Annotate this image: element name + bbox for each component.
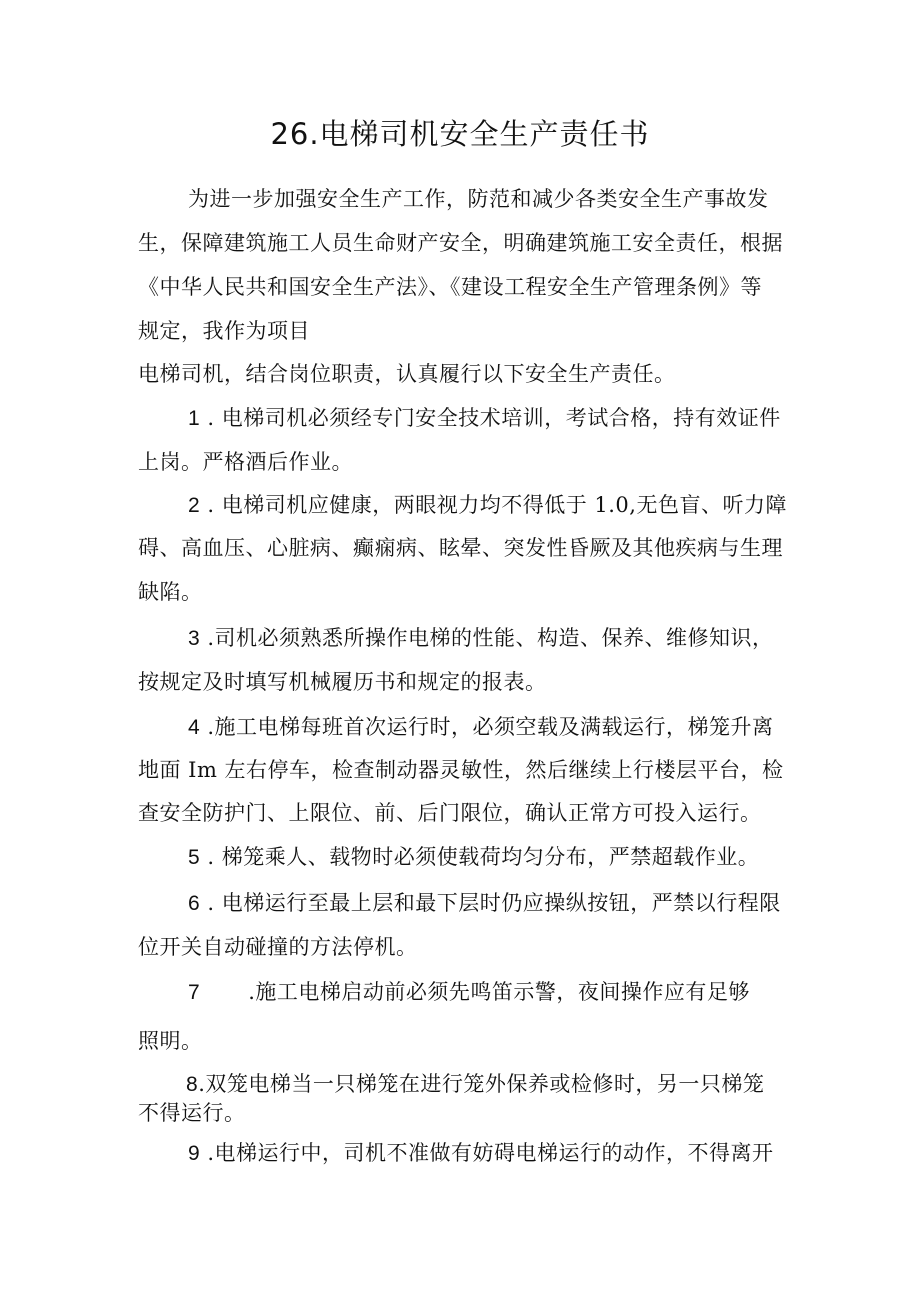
- list-item-first-line: [188, 713, 774, 742]
- list-item-line: 缺陷。: [138, 580, 203, 604]
- intro-line: 规定，我作为项目: [138, 319, 310, 343]
- item-text: . 电梯司机应健康，两眼视力均不得低于 1.0,无色盲、听力障: [207, 493, 787, 517]
- item-number: 4: [188, 716, 201, 739]
- list-item-first-line: [188, 978, 750, 1007]
- list-item-first-line: [188, 1139, 774, 1168]
- item-text: . 电梯司机必须经专门安全技术培训，考试合格，持有效证件: [207, 406, 781, 430]
- list-item-first-line: [188, 624, 774, 653]
- list-item-line: 碍、高血压、心脏病、癫痫病、眩晕、突发性昏厥及其他疾病与生理: [138, 536, 783, 560]
- list-item-line: 地面 Im 左右停车，检查制动器灵敏性，然后继续上行楼层平台，检: [138, 758, 784, 782]
- list-item-first-line: [188, 491, 787, 520]
- item-number: 2: [188, 494, 201, 517]
- list-item-first-line: [188, 843, 759, 872]
- item-text: .双笼电梯当一只梯笼在进行笼外保养或检修时，另一只梯笼: [198, 1072, 765, 1096]
- item-number: 6: [188, 892, 201, 915]
- item-number: 9: [188, 1142, 201, 1165]
- item-number: 8: [186, 1073, 199, 1096]
- intro-line: 《中华人民共和国安全生产法》、《建设工程安全生产管理条例》等: [138, 275, 762, 299]
- item-number: 3: [188, 627, 201, 650]
- item-text: . 梯笼乘人、载物时必须使载荷均匀分布，严禁超载作业。: [207, 845, 760, 869]
- list-item-line: 不得运行。: [138, 1101, 246, 1125]
- list-item-first-line: [186, 1070, 764, 1099]
- list-item-line: 照明。: [138, 1029, 203, 1053]
- list-item-line: 按规定及时填写机械履历书和规定的报表。: [138, 670, 547, 694]
- list-item-line: 查安全防护门、上限位、前、后门限位，确认正常方可投入运行。: [138, 801, 762, 825]
- item-text: .施工电梯每班首次运行时，必须空载及满载运行，梯笼升离: [207, 715, 774, 739]
- item-number: 7: [188, 981, 201, 1004]
- item-number: 1: [188, 407, 201, 430]
- document-title: 26.电梯司机安全生产责任书: [270, 117, 650, 151]
- intro-line: 生，保障建筑施工人员生命财产安全，明确建筑施工安全责任，根据: [138, 231, 783, 255]
- item-text: .电梯运行中，司机不准做有妨碍电梯运行的动作，不得离开: [207, 1141, 774, 1165]
- intro-line: 电梯司机，结合岗位职责，认真履行以下安全生产责任。: [138, 362, 676, 386]
- item-text: . 电梯运行至最上层和最下层时仍应操纵按钮，严禁以行程限: [207, 891, 781, 915]
- list-item-first-line: [188, 404, 781, 433]
- list-item-line: 上岗。严格酒后作业。: [138, 450, 353, 474]
- list-item-first-line: [188, 889, 781, 918]
- list-item-line: 位开关自动碰撞的方法停机。: [138, 935, 418, 959]
- intro-line: 为进一步加强安全生产工作，防范和减少各类安全生产事故发: [188, 187, 769, 211]
- item-text: .司机必须熟悉所操作电梯的性能、构造、保养、维修知识，: [207, 626, 774, 650]
- item-text: .施工电梯启动前必须先鸣笛示警，夜间操作应有足够: [248, 980, 750, 1004]
- item-number: 5: [188, 846, 201, 869]
